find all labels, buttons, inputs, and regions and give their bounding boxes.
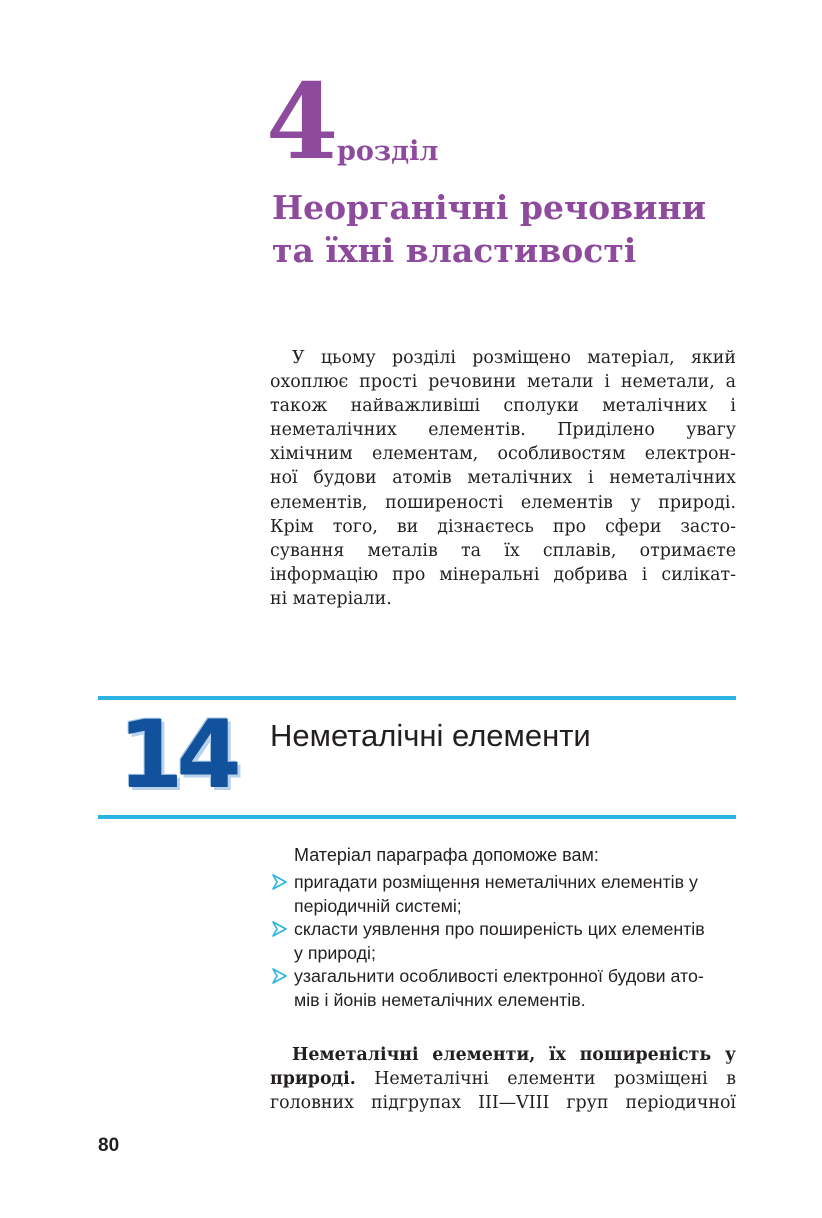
body-text-run: Неметалічні елементи розміщені в xyxy=(355,1069,736,1090)
goal-text: мів і йонів неметалічних елементів. xyxy=(294,989,586,1010)
section-top-rule xyxy=(98,696,736,700)
chevron-right-icon xyxy=(271,921,287,937)
goals-list xyxy=(270,871,740,1012)
chapter-title xyxy=(272,186,792,272)
intro-line: Крім того, ви дізнаєтесь про сфери засто- xyxy=(270,516,736,537)
goal-text: скласти уявлення про поширеність цих елементів xyxy=(294,919,705,939)
chapter-intro xyxy=(270,346,736,611)
chevron-right-icon xyxy=(271,968,287,984)
goal-text: пригадати розміщення неметалічних елементів у xyxy=(294,872,698,892)
intro-line: ні матеріали. xyxy=(270,588,392,609)
intro-line: охоплює прості речовини метали і неметали, а xyxy=(270,372,736,393)
body-text xyxy=(270,1043,736,1116)
list-item xyxy=(270,918,740,965)
intro-line: елементів, поширеності елементів у природі. xyxy=(270,492,736,513)
intro-line: також найважливіші сполуки металічних і xyxy=(270,396,736,417)
chapter-number: 4 xyxy=(266,60,337,183)
list-item xyxy=(270,871,740,918)
goal-text: періодичній системі; xyxy=(294,895,462,916)
goals-heading: Матеріал параграфа допоможе вам: xyxy=(294,845,599,865)
subheading-bold: природі. xyxy=(270,1069,356,1090)
intro-line: ної будови атомів металічних і неметалічних xyxy=(270,468,736,489)
subheading-bold: Неметалічні елементи, їх поширеність у xyxy=(292,1045,736,1065)
list-item xyxy=(270,965,740,1012)
body-line xyxy=(270,1067,736,1091)
intro-line: сування металів та їх сплавів, отримаєте xyxy=(270,540,736,561)
goal-text: узагальнити особливості електронної будови ато- xyxy=(294,966,704,986)
section-title: Неметалічні елементи xyxy=(270,718,591,753)
intro-line: У цьому розділі розміщено матеріал, який xyxy=(292,348,736,368)
body-line xyxy=(270,1043,736,1067)
chevron-right-icon xyxy=(271,874,287,890)
goal-text: у природі; xyxy=(294,942,376,963)
section-number: 14 xyxy=(118,701,235,810)
body-line: головних підгрупах III—VIII груп періодичної xyxy=(270,1093,736,1114)
chapter-word: розділ xyxy=(337,136,439,167)
intro-line: інформацію про мінеральні добрива і силікат- xyxy=(270,564,736,585)
chapter-title-line: Неорганічні речовини xyxy=(272,188,707,227)
section-bottom-rule xyxy=(98,815,736,819)
page-number: 80 xyxy=(98,1135,120,1156)
intro-line: неметалічних елементів. Приділено увагу xyxy=(270,420,736,441)
chapter-title-line: та їхні властивості xyxy=(272,231,637,270)
intro-line: хімічним елементам, особливостям електрон- xyxy=(270,444,736,465)
